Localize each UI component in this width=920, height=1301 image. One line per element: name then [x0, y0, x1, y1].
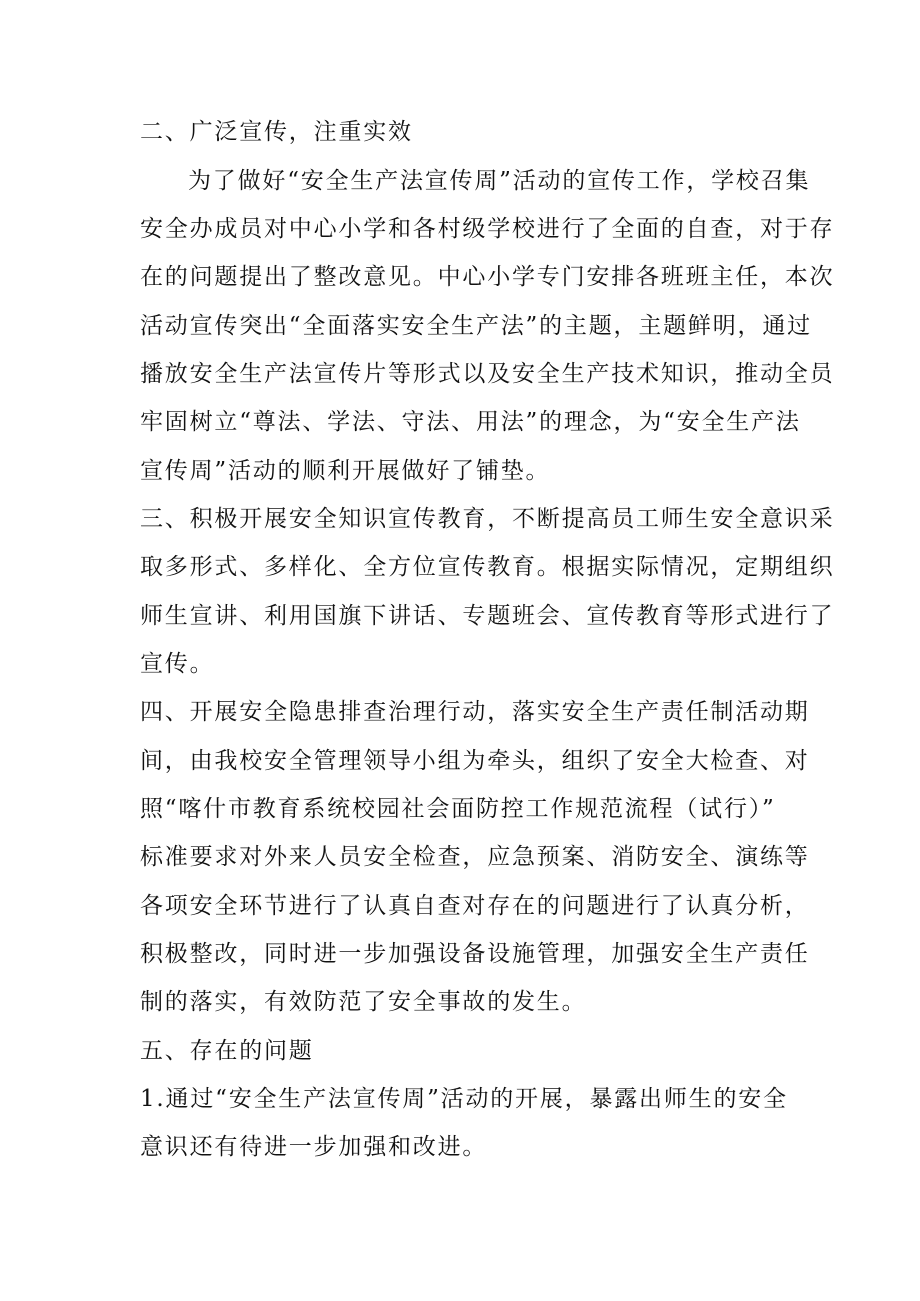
section-heading-3: 三、积极开展安全知识宣传教育，不断提高员工师生安全意识采	[140, 506, 835, 532]
paragraph-line: 活动宣传突出“全面落实安全生产法”的主题，主题鲜明，通过	[140, 313, 812, 339]
paragraph-line: 制的落实，有效防范了安全事故的发生。	[140, 989, 587, 1015]
section-heading-5: 五、存在的问题	[140, 1038, 314, 1064]
paragraph-line: 为了做好“安全生产法宣传周”活动的宣传工作，学校召集	[188, 168, 811, 194]
section-heading-2: 二、广泛宣传，注重实效	[140, 119, 413, 145]
paragraph-line: 牢固树立“尊法、学法、守法、用法”的理念，为“安全生产法	[140, 409, 801, 435]
paragraph-line: 宣传。	[140, 651, 215, 677]
paragraph-line: 宣传周”活动的顺利开展做好了铺垫。	[140, 458, 551, 484]
paragraph-line: 间，由我校安全管理领导小组为牵头，组织了安全大检查、对	[140, 748, 810, 774]
paragraph-line: 取多形式、多样化、全方位宣传教育。根据实际情况，定期组织	[140, 554, 835, 580]
paragraph-line: 照“喀什市教育系统校园社会面防控工作规范流程（试行）”	[140, 796, 776, 822]
paragraph-line: 师生宣讲、利用国旗下讲话、专题班会、宣传教育等形式进行了	[140, 603, 835, 629]
section-heading-4: 四、开展安全隐患排查治理行动，落实安全生产责任制活动期	[140, 699, 810, 725]
paragraph-line: 播放安全生产法宣传片等形式以及安全生产技术知识，推动全员	[140, 361, 835, 387]
paragraph-line: 意识还有待进一步加强和改进。	[140, 1134, 488, 1160]
paragraph-line: 标准要求对外来人员安全检查，应急预案、消防安全、演练等	[140, 844, 810, 870]
paragraph-line: 安全办成员对中心小学和各村级学校进行了全面的自查，对于存	[140, 216, 835, 242]
paragraph-line: 在的问题提出了整改意见。中心小学专门安排各班班主任，本次	[140, 264, 835, 290]
list-item-1: 1.通过“安全生产法宣传周”活动的开展，暴露出师生的安全	[140, 1086, 788, 1112]
paragraph-line: 积极整改，同时进一步加强设备设施管理，加强安全生产责任	[140, 941, 810, 967]
paragraph-line: 各项安全环节进行了认真自查对存在的问题进行了认真分析，	[140, 893, 810, 919]
